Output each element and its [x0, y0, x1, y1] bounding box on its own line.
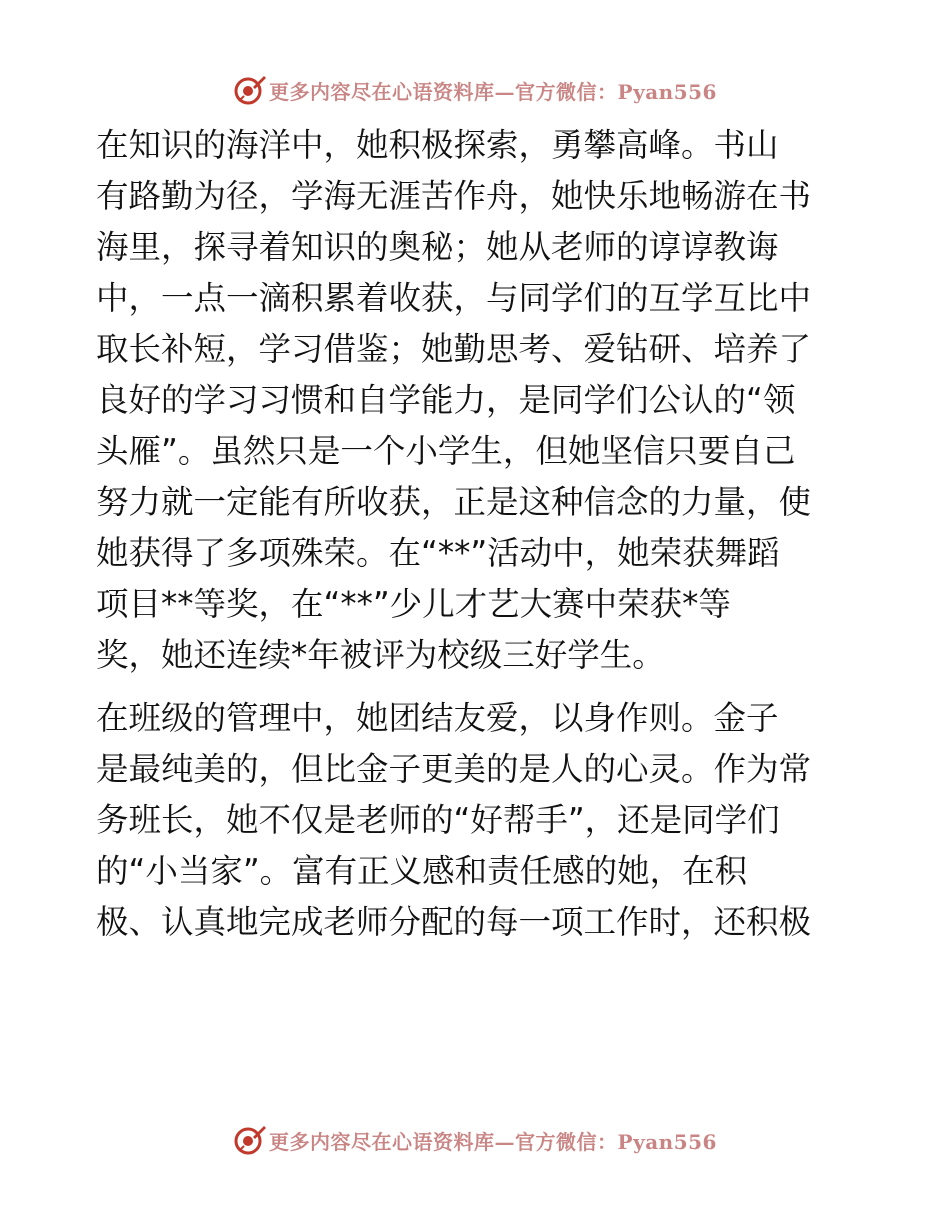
- text-line: 是最纯美的，但比金子更美的是人的心灵。作为常: [96, 750, 812, 788]
- text-line: 在班级的管理中，她团结友爱，以身作则。金子: [96, 699, 779, 737]
- document-body: [96, 120, 856, 960]
- paragraph-1: [96, 120, 856, 681]
- text-line: 努力就一定能有所收获，正是这种信念的力量，使: [96, 483, 812, 521]
- text-line: 她获得了多项殊荣。在“**”活动中，她荣获舞蹈: [96, 534, 780, 572]
- text-line: 奖，她还连续*年被评为校级三好学生。: [96, 636, 665, 674]
- text-line: 的“小当家”。富有正义感和责任感的她，在积: [96, 852, 748, 890]
- text-line: 项目**等奖，在“**”少儿才艺大赛中荣获*等: [96, 585, 731, 623]
- text-line: 在知识的海洋中，她积极探索，勇攀高峰。书山: [96, 126, 779, 164]
- text-line: 有路勤为径，学海无涯苦作舟，她快乐地畅游在书: [96, 177, 812, 215]
- header-banner-text: 更多内容尽在心语资料库—官方微信：Pyan556: [269, 79, 717, 104]
- text-line: 海里，探寻着知识的奥秘；她从老师的谆谆教诲: [96, 228, 779, 266]
- text-line: 极、认真地完成老师分配的每一项工作时，还积极: [96, 903, 812, 941]
- text-line: 务班长，她不仅是老师的“好帮手”，还是同学们: [96, 801, 780, 839]
- header-banner: [0, 72, 950, 108]
- text-line: 取长补短，学习借鉴；她勤思考、爱钻研、培养了: [96, 330, 812, 368]
- paragraph-2: [96, 693, 856, 948]
- footer-banner: [0, 1122, 950, 1158]
- pen-logo-icon: [233, 73, 267, 107]
- text-line: 头雁”。虽然只是一个小学生，但她坚信只要自己: [96, 432, 796, 470]
- text-line: 良好的学习习惯和自学能力，是同学们公认的“领: [96, 381, 796, 419]
- footer-banner-text: 更多内容尽在心语资料库—官方微信：Pyan556: [269, 1129, 717, 1154]
- pen-logo-icon: [233, 1123, 267, 1157]
- text-line: 中，一点一滴积累着收获，与同学们的互学互比中: [96, 279, 812, 317]
